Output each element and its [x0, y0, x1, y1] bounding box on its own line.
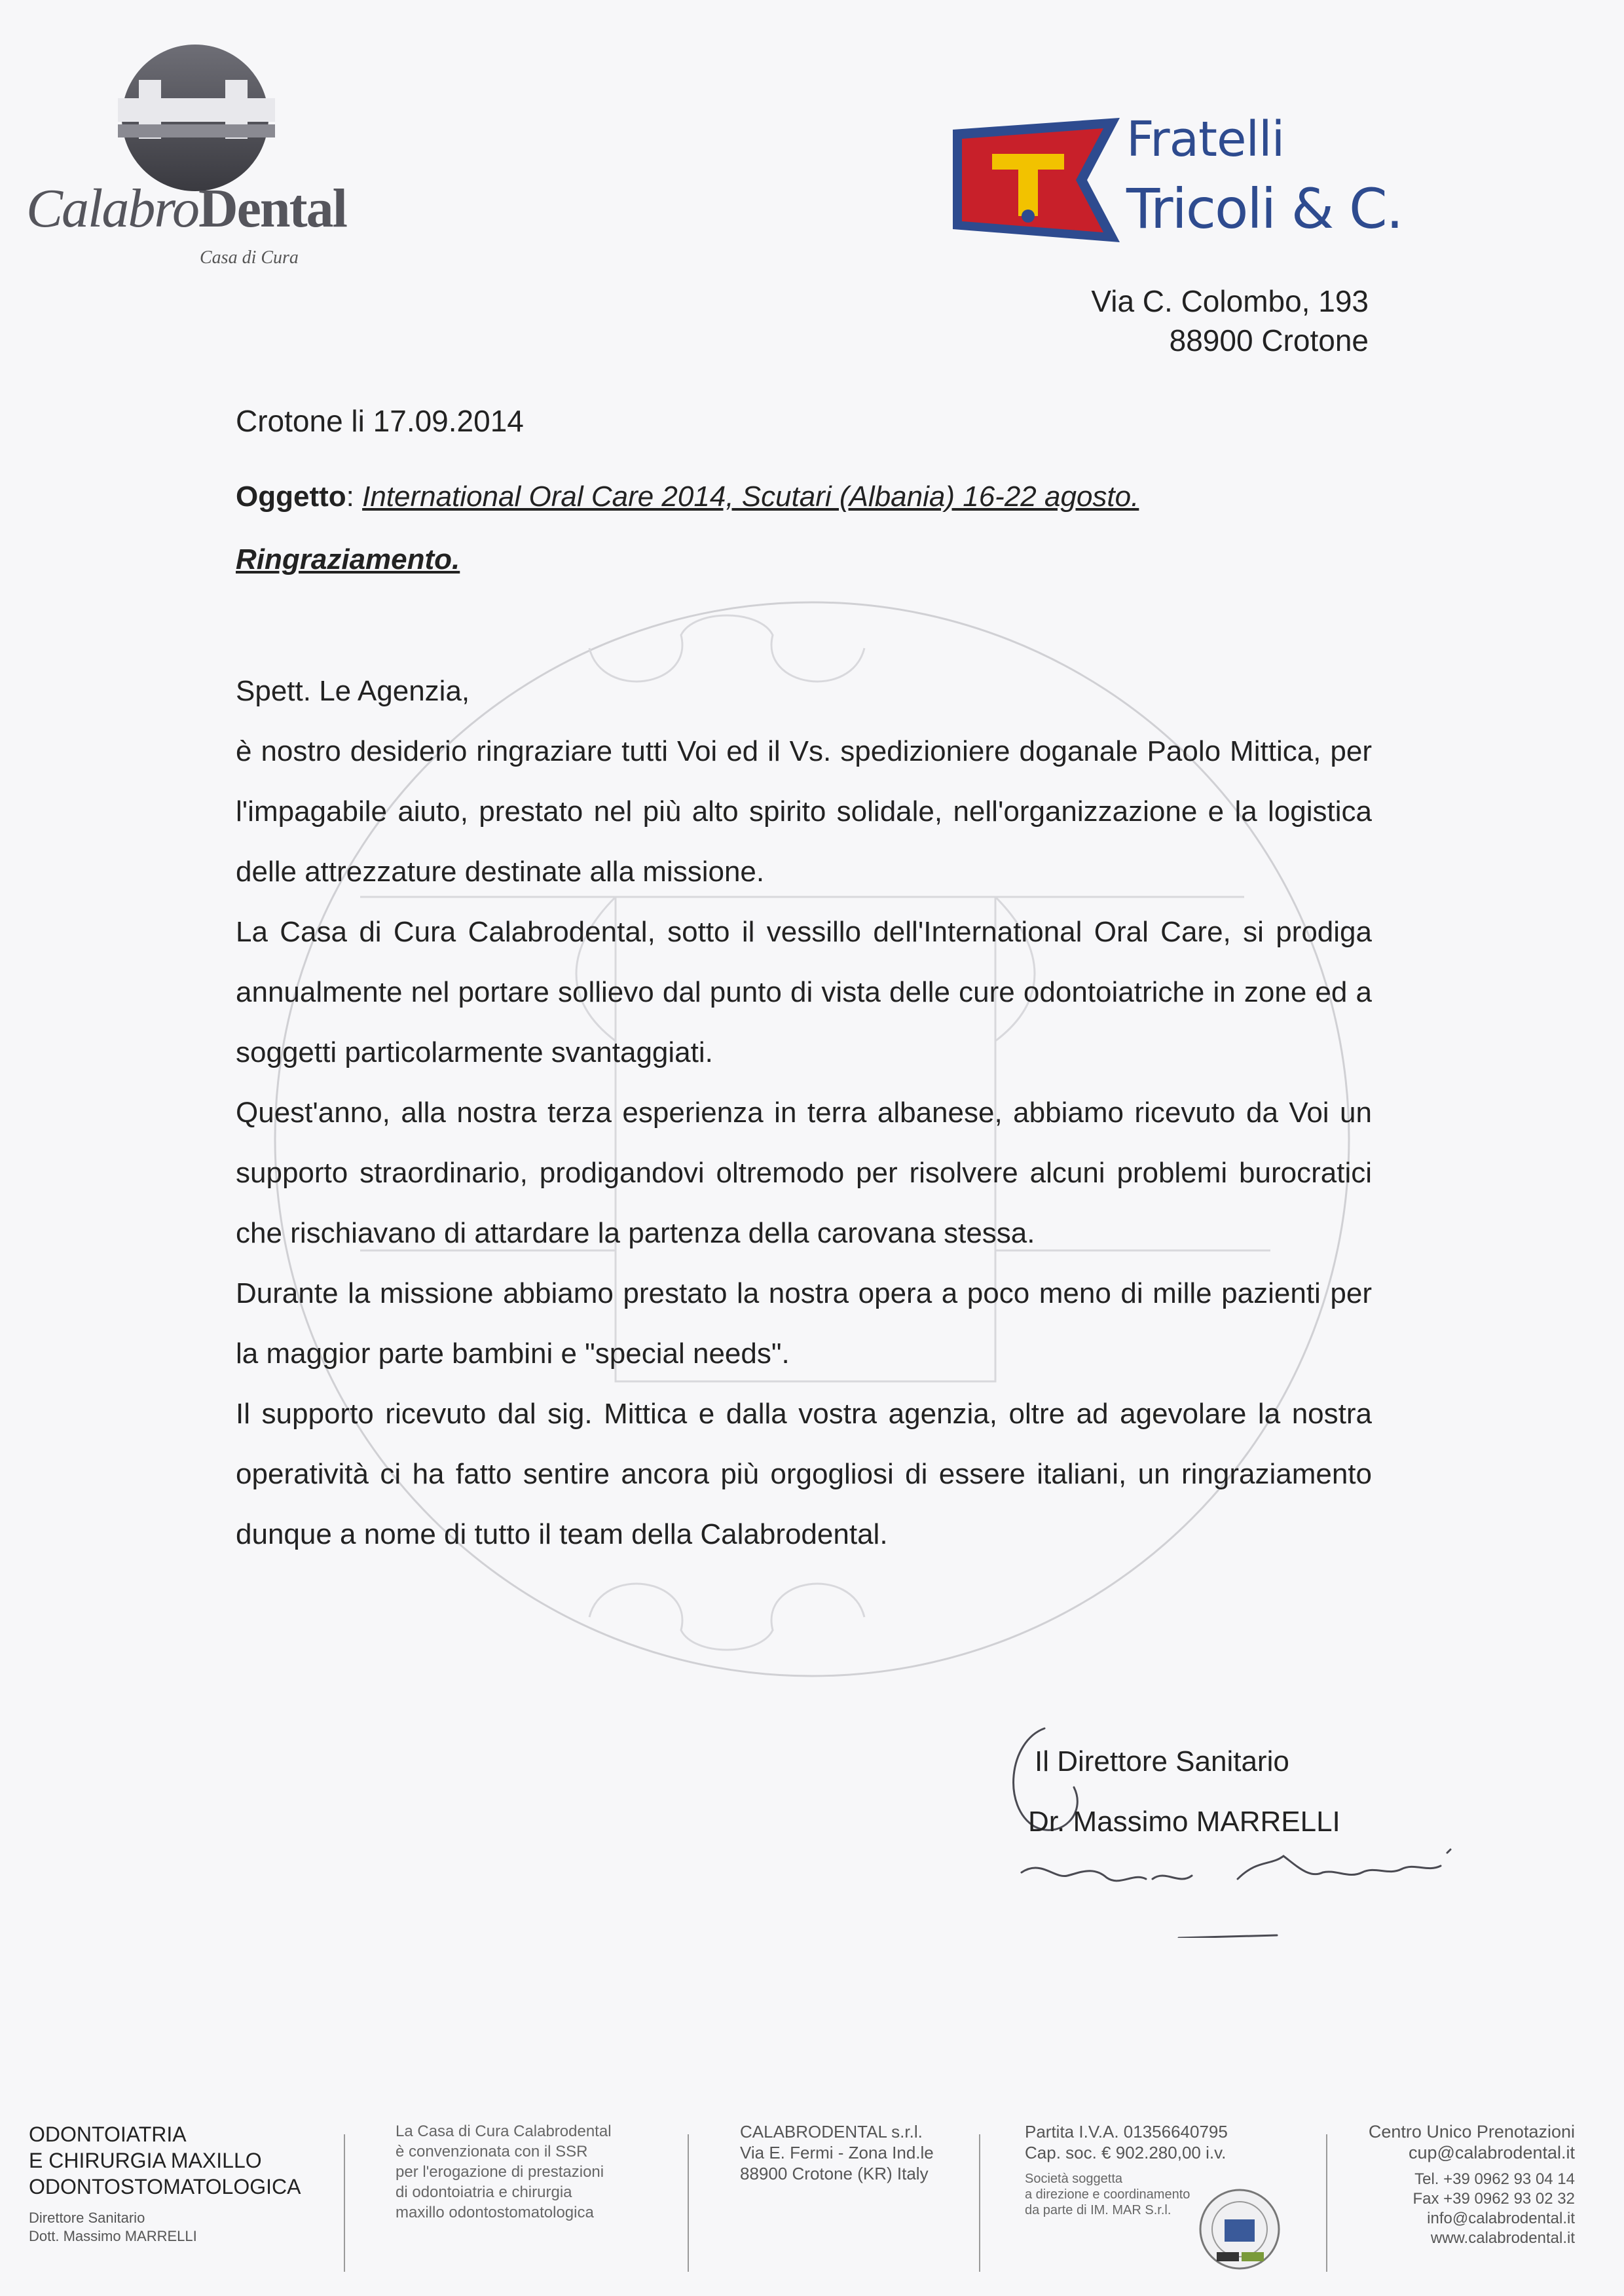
footer-text: La Casa di Cura Calabrodental [396, 2123, 612, 2140]
footer-contacts [1349, 2121, 1575, 2248]
footer-text: Partita I.V.A. 01356640795 [1025, 2122, 1228, 2141]
footer-text: per l'erogazione di prestazioni [396, 2163, 604, 2181]
brand-part1: Calabro [26, 178, 198, 239]
footer-text: Via E. Fermi - Zona Ind.le [740, 2143, 934, 2162]
calabrodental-logo [26, 26, 393, 268]
footer-text: CALABRODENTAL s.r.l. [740, 2122, 923, 2141]
footer-divider [688, 2134, 689, 2272]
footer-text: ODONTOSTOMATOLOGICA [29, 2175, 301, 2198]
footer [0, 2121, 1624, 2291]
letter-thanks-heading: Ringraziamento. [236, 543, 460, 575]
footer-text: Società soggetta [1025, 2172, 1122, 2186]
footer-text: da parte di IM. MAR S.r.l. [1025, 2203, 1172, 2217]
signature-role: Il Direttore Sanitario [1035, 1745, 1289, 1777]
brand-name [26, 177, 393, 240]
footer-specialty [29, 2121, 301, 2246]
subject-sep: : [346, 481, 363, 513]
tricoli-logo [953, 111, 1477, 255]
letter-subject [236, 481, 1139, 513]
greeting: Spett. Le Agenzia, [236, 675, 470, 707]
address-line2: 88900 Crotone [1169, 323, 1369, 357]
footer-text: è convenzionata con il SSR [396, 2143, 588, 2160]
certification-seal-icon [1197, 2187, 1282, 2272]
subject-label: Oggetto [236, 481, 346, 513]
address-line1: Via C. Colombo, 193 [1091, 284, 1369, 318]
paragraph: Quest'anno, alla nostra terza esperienza in terra albanese, abbiamo ricevuto da Voi un supporto straordinario, prodigandovi oltremodo per risolvere alcuni problemi burocratici che rischiavano di attardare la partenza della carovana stessa. [236, 1097, 1372, 1249]
footer-text: Tel. +39 0962 93 04 14 [1414, 2170, 1575, 2188]
paragraph: La Casa di Cura Calabrodental, sotto il vessillo dell'International Oral Care, si prodiga annualmente nel portare sollievo dal punto di vista delle cure odontoiatriche in zone ed a soggetti particolarmente svantaggiati. [236, 916, 1372, 1068]
footer-convention [396, 2121, 612, 2223]
footer-text: Direttore Sanitario [29, 2210, 145, 2226]
footer-email-cup[interactable]: cup@calabrodental.it [1408, 2143, 1575, 2162]
footer-divider [979, 2134, 980, 2272]
footer-text: di odontoiatria e chirurgia [396, 2183, 572, 2201]
paragraph: è nostro desiderio ringraziare tutti Voi ed il Vs. spedizioniere doganale Paolo Mittica, per l'impagabile aiuto, prestato nel più alto spirito solidale, nell'organizzazione e la logistica delle attrezzature destinate alla missione. [236, 735, 1372, 888]
letter-body [236, 661, 1372, 1565]
footer-company [740, 2121, 934, 2184]
letter-date: Crotone li 17.09.2014 [236, 404, 524, 438]
footer-website-link[interactable]: www.calabrodental.it [1430, 2229, 1575, 2247]
company-line1: Fratelli [1126, 111, 1285, 168]
footer-text: Centro Unico Prenotazioni [1368, 2122, 1575, 2141]
footer-email-info[interactable]: info@calabrodental.it [1427, 2210, 1575, 2227]
paragraph: Durante la missione abbiamo prestato la nostra opera a poco meno di mille pazienti per la maggior parte bambini e "special needs". [236, 1277, 1372, 1370]
footer-text: ODONTOIATRIA [29, 2123, 187, 2146]
signature-block [1028, 1732, 1340, 1852]
brand-part2: Dental [198, 178, 346, 239]
footer-text: a direzione e coordinamento [1025, 2187, 1190, 2202]
footer-text: Fax +39 0962 93 02 32 [1412, 2190, 1575, 2208]
recipient-address [1091, 282, 1369, 360]
footer-text: E CHIRURGIA MAXILLO [29, 2149, 262, 2172]
signature-name: Dr. Massimo MARRELLI [1028, 1806, 1340, 1838]
subject-text: International Oral Care 2014, Scutari (Albania) 16-22 agosto. [362, 481, 1139, 513]
flag-icon [953, 118, 1123, 249]
footer-text: Cap. soc. € 902.280,00 i.v. [1025, 2143, 1227, 2162]
paragraph: Il supporto ricevuto dal sig. Mittica e dalla vostra agenzia, oltre ad agevolare la nostra operatività ci ha fatto sentire ancora più orgogliosi di essere italiani, un ringraziamento dunque a nome di tutto il team della Calabrodental. [236, 1398, 1372, 1550]
footer-divider [344, 2134, 345, 2272]
footer-text: maxillo odontostomatologica [396, 2204, 594, 2221]
footer-divider [1326, 2134, 1327, 2272]
calabrodental-emblem [26, 26, 393, 196]
company-line2: Tricoli & C. [1126, 177, 1403, 241]
footer-text: Dott. Massimo MARRELLI [29, 2228, 197, 2244]
footer-text: 88900 Crotone (KR) Italy [740, 2164, 929, 2183]
brand-subtitle: Casa di Cura [200, 247, 299, 268]
